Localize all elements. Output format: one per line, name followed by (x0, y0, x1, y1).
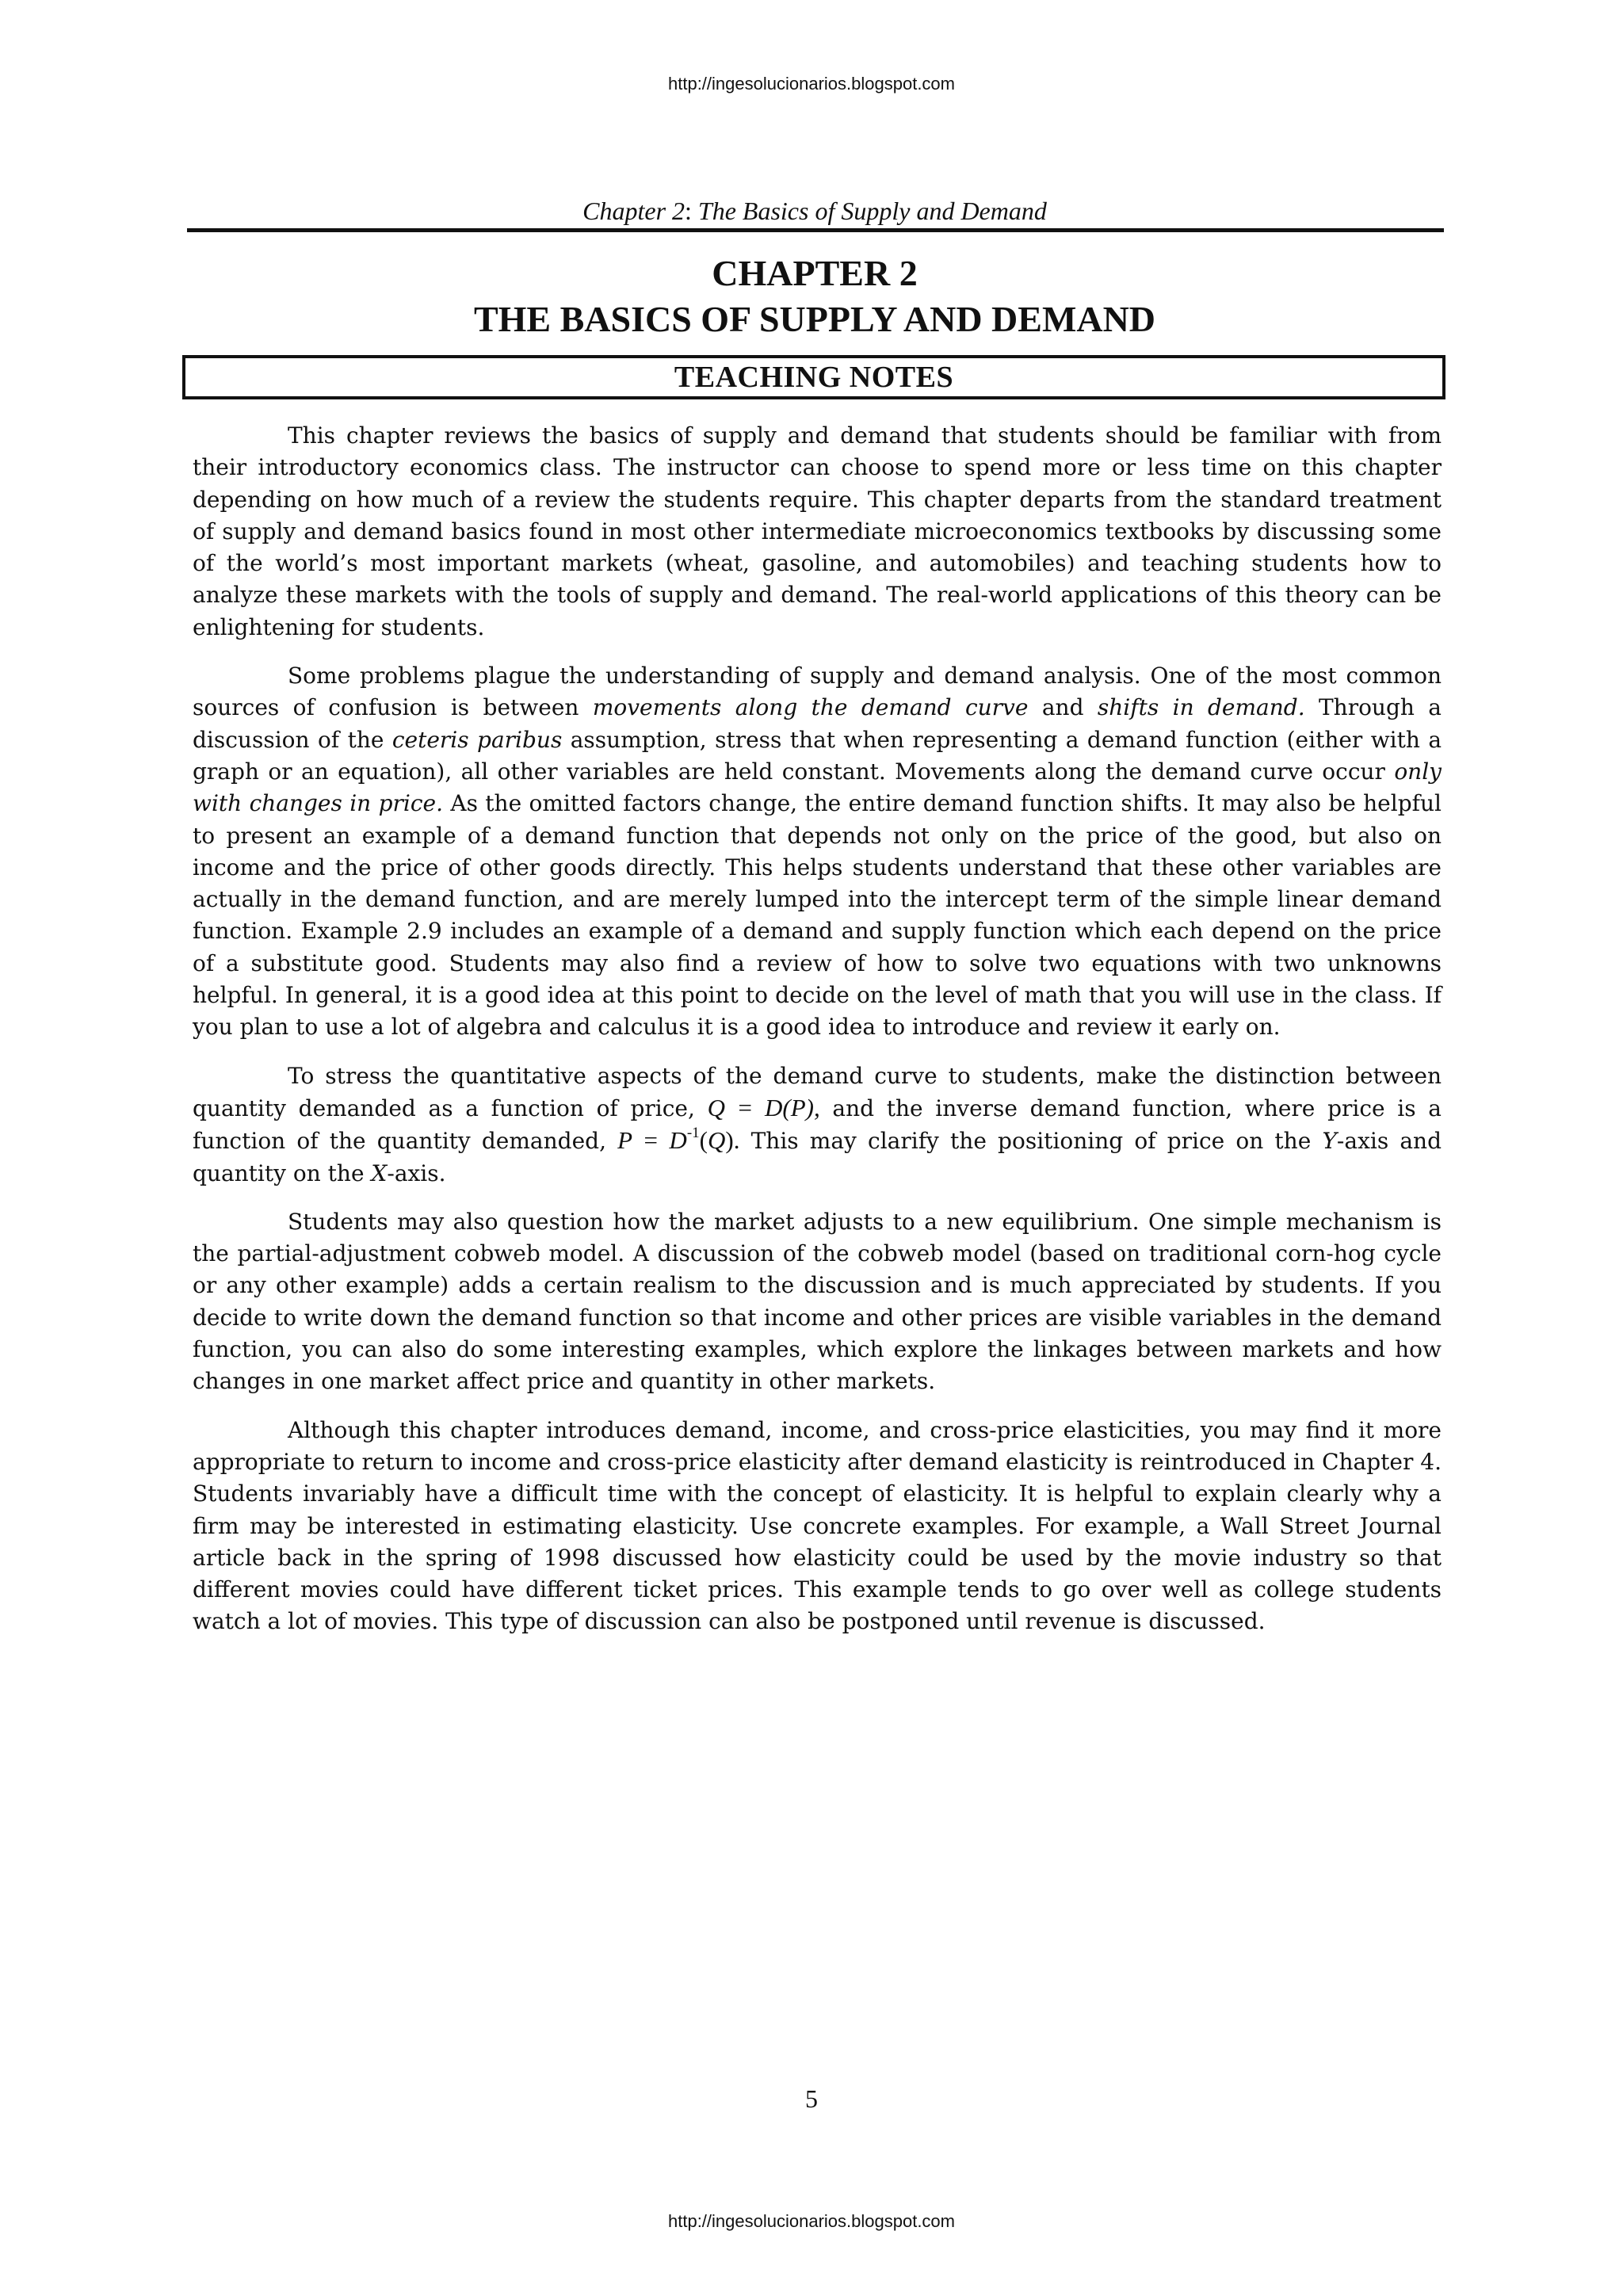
paragraph-2: Some problems plague the understanding of supply and demand analysis. One of the most common sources of confusion is between movements along the demand curve and shifts in demand. Through a discussion of the ceteris paribus assumption, stress that when representing a demand function (either with a graph or an equation), all other variables are held constant. Movements along the demand curve occur only with changes in price. As the omitted factors change, the entire demand function shifts. It may also be helpful to present an example of a demand function that depends not only on the price of the good, but also on income and the price of other goods directly. This helps students understand that these other variables are actually in the demand function, and are merely lumped into the intercept term of the simple linear demand function. Example 2.9 includes an example of a demand and supply function which each depend on the price of a substitute good. Students may also find a review of how to solve two equations with two unknowns helpful. In general, it is a good idea at this point to decide on the level of math that you will use in the class. If you plan to use a lot of algebra and calculus it is a good idea to introduce and review it early on. (193, 663, 1442, 1041)
running-head-title: The Basics of Supply and Demand (697, 197, 1047, 225)
inverse-demand-equation: $P = D^{-1}(Q)$. (617, 1125, 740, 1155)
chapter-title (187, 250, 1442, 342)
running-head-colon: : (685, 197, 692, 225)
running-head (187, 197, 1442, 226)
demand-equation: Q = D(P), (707, 1093, 820, 1121)
paragraph-1: This chapter reviews the basics of supply and demand that students should be familiar with from their introductory economics class. The instructor can choose to spend more or less time on this chapter depending on how much of a review the students require. This chapter departs from the standard treatment of supply and demand basics found in most other intermediate microeconomics textbooks by discussing some of the world’s most important markets (wheat, gasoline, and automobiles) and teaching students how to analyze these markets with the tools of supply and demand. The real-world applications of this theory can be enlightening for students. (193, 422, 1442, 640)
page-number: 5 (805, 2084, 818, 2113)
emphasis-ceteris-paribus: ceteris paribus (391, 726, 563, 753)
header-rule (187, 228, 1444, 232)
section-heading-box (182, 355, 1445, 399)
paragraph-3: To stress the quantitative aspects of the demand curve to students, make the distinction between quantity demanded as a function of price, Q = D(P), and the inverse demand function, where price is a function of the quantity demanded, $P = D^{-1}(Q)$. This may clarify the positioning of price on the Y-axis and quantity on the X-axis. (193, 1062, 1442, 1186)
y-axis-label: Y (1322, 1128, 1337, 1155)
header-url[interactable]: http://ingesolucionarios.blogspot.com (668, 74, 955, 94)
running-head-chapter: Chapter 2 (582, 197, 685, 225)
footer-url[interactable]: http://ingesolucionarios.blogspot.com (668, 2211, 955, 2231)
emphasis-shifts: shifts in demand. (1097, 694, 1305, 721)
paragraph-5: Although this chapter introduces demand, income, and cross-price elasticities, you may find it more appropriate to return to income and cross-price elasticity after demand elasticity is reintroduced in Chapter 4. Students invariably have a difficult time with the concept of elasticity. It is helpful to explain clearly why a firm may be interested in estimating elasticity. Use concrete examples. For example, a Wall Street Journal article back in the spring of 1998 discussed how elasticity could be used by the movie industry so that different movies could have different ticket prices. This example tends to go over well as college students watch a lot of movies. This type of discussion can also be postponed until revenue is discussed. (193, 1416, 1442, 1635)
x-axis-label: X (371, 1159, 388, 1186)
emphasis-price-changes: only with changes in price. (193, 758, 1442, 817)
body-text (193, 420, 1442, 1655)
chapter-name: THE BASICS OF SUPPLY AND DEMAND (473, 299, 1156, 339)
chapter-number: CHAPTER 2 (712, 253, 918, 293)
emphasis-movements: movements along the demand curve (592, 694, 1029, 721)
section-heading: TEACHING NOTES (674, 361, 954, 394)
paragraph-4: Students may also question how the market adjusts to a new equilibrium. One simple mechanism is the partial-adjustment cobweb model. A discussion of the cobweb model (based on traditional corn-hog cycle or any other example) adds a certain realism to the discussion and is much appreciated by students. If you decide to write down the demand function so that income and other prices are visible variables in the demand function, you can also do some interesting examples, which explore the linkages between markets and how changes in one market affect price and quantity in other markets. (193, 1208, 1442, 1395)
